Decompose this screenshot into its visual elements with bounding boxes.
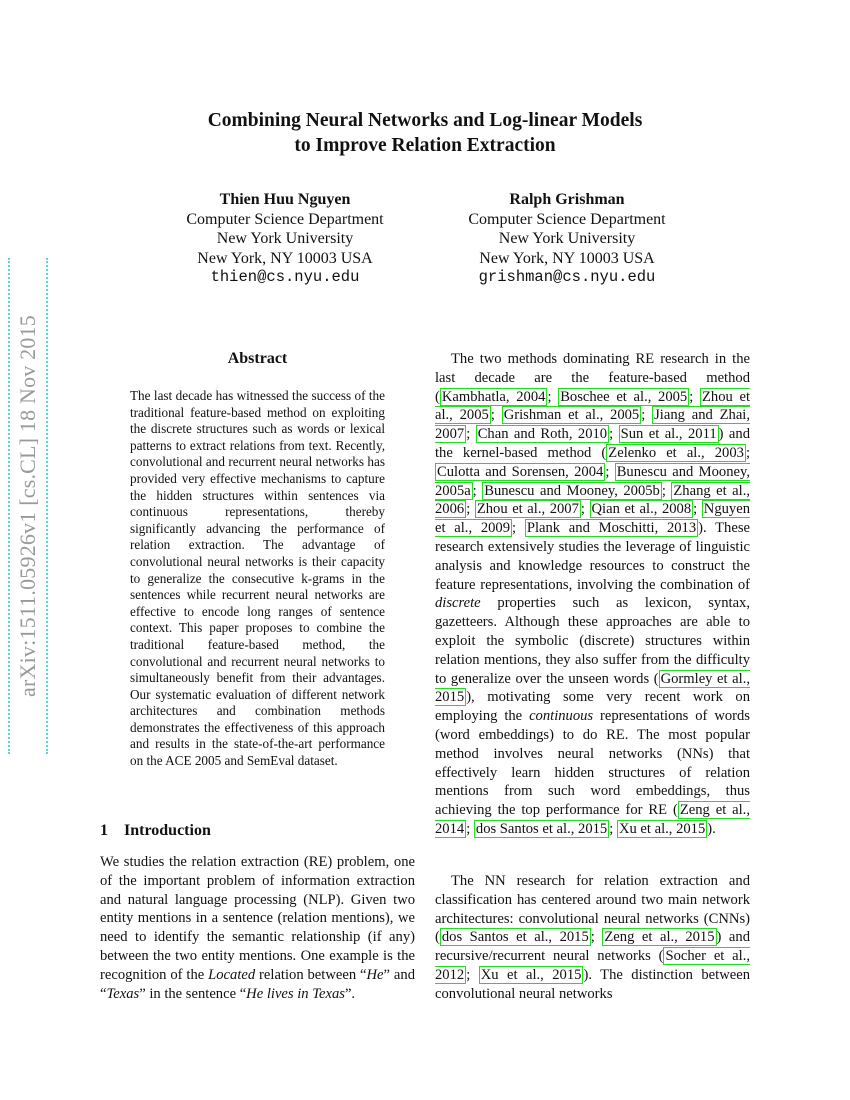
citation-link[interactable]: Boschee et al., 2005 [560,388,688,405]
author-address: New York, NY 10003 USA [197,249,373,267]
citation-link[interactable]: Zelenko et al., 2003 [608,444,744,461]
citation-link[interactable]: Sun et al., 2011 [620,426,717,443]
intro-text: We studies the relation extraction (RE) problem, one of the important problem of information extraction and natural language processing (NLP). Given two entity mentions in a sentence (relation mentions), we need to identify the semantic relationship (if any) between the two entity mentions. One example is the recognition of the [100,854,415,983]
intro-italic-sentence: He lives in Texas [246,985,345,1002]
section-number: 1 [100,822,108,839]
citation-link[interactable]: Grishman et al., 2005 [503,407,640,424]
body-text: representations of words (word embeddings) to do RE. The most popular method involves neural networks (NNs) that effectively learn hidden structures of relation mentions from such word embeddings, thus achieving the top performance for RE ( [435,708,750,819]
intro-text: ” in the sentence “ [139,985,247,1002]
body-text: ) and the kernel-based method ( [435,426,750,461]
intro-italic-he: He [366,966,384,983]
arxiv-stamp [8,258,48,754]
section-title: Introduction [124,822,211,839]
citation-link[interactable]: Chan and Roth, 2010 [477,426,608,443]
citation-link[interactable]: Culotta and Sorensen, 2004 [437,463,604,480]
author-block-1 [165,190,405,288]
author-univ: New York University [498,230,636,247]
body-text: The NN research for relation extraction and classification has centered around two main network architectures: convolutional neural networks (CNNs) ( [435,873,750,946]
arxiv-id: arXiv:1511.05926v1 [cs.CL] 18 Nov 2015 [15,315,40,697]
citation-link[interactable]: Kambhatla, 2004 [441,388,546,405]
section-heading [100,822,211,840]
body-text: ) and recursive/recurrent neural networks ( [435,929,750,965]
body-text: properties such as lexicon, syntax, gazetteers. Although these approaches are able to exploit the symbolic (discrete) structures within relation mentions, they also suffer from the difficulty to generalize over the unseen words ( [435,595,750,687]
citation-link[interactable]: Zeng et al., 2014 [435,802,750,837]
body-text: ), motivating some very recent work on employing the [435,689,750,725]
intro-text: ”. [344,985,356,1002]
citation-link[interactable]: Zeng et al., 2015 [604,929,715,946]
italic-continuous: continuous [529,708,594,725]
author-name: Thien Huu Nguyen [219,191,351,208]
author-dept: Computer Science Department [186,210,384,228]
right-paragraph-2: The NN research for relation extraction and classification has centered around two main network architectures: convolutional neural networks (CNNs) ( dos Santos et al., 2015 ; Zeng et al., 2015 ) and recursive/recurrent neural networks ( Socher et al., 2012 ; Xu et al., 2015 ). The distinction between convolutional neural networks [435,873,751,1002]
citation-link[interactable]: Zhou et al., 2007 [476,501,579,518]
citation-link[interactable]: dos Santos et al., 2015 [475,820,608,837]
author-address: New York, NY 10003 USA [479,249,655,267]
citation-link[interactable]: dos Santos et al., 2015 [441,929,589,946]
intro-italic-located: Located [208,966,256,983]
author-dept: Computer Science Department [468,210,666,228]
italic-discrete: discrete [435,595,481,612]
citation-link[interactable]: Plank and Moschitti, 2013 [526,520,697,537]
author-name: Ralph Grishman [509,191,625,208]
author-email: grishman@cs.nyu.edu [478,268,656,286]
citation-link[interactable]: Nguyen et al., 2009 [435,501,750,537]
intro-text: relation between “ [255,966,367,983]
body-text: ). These research extensively studies the leverage of linguistic analysis and knowledge resources to construct the feature representations, involving the combination of [435,520,750,593]
body-text: The two methods dominating RE research in the last decade are the feature-based method ( [435,351,750,405]
abstract-text: The last decade has witnessed the success of the traditional feature-based method on exploiting the discrete structures such as words or lexical patterns to extract relations from text. Recently, convolutional and recurrent neural networks has provided very effective mechanisms to capture the hidden structures within sentences via continuous representations, thereby significantly advancing the performance of relation extraction. The advantage of convolutional neural networks is their capacity to generalize the consecutive k-grams in the sentences while recurrent neural networks are effective to encode long ranges of sentence context. This paper proposes to combine the traditional feature-based method, the convolutional and recurrent neural networks to simultaneously benefit from their advantages. Our systematic evaluation of different network architectures and combination methods demonstrates the effectiveness of this approach and results in the state-of-the-art performance on the ACE 2005 and SemEval dataset. [130,388,385,769]
citation-link[interactable]: Gormley et al., 2015 [435,670,750,706]
citation-link[interactable]: Socher et al., 2012 [435,948,751,983]
citation-link[interactable]: Zhou et al., 2005 [435,388,751,424]
body-text: ). [707,820,716,837]
paper-title [100,108,750,158]
citation-link[interactable]: Xu et al., 2015 [480,966,582,983]
citation-link[interactable]: Bunescu and Mooney, 2005a [435,463,751,499]
body-text: ). The distinction between convolutional neural networks [435,966,750,1002]
intro-text: ” and “ [100,966,415,1002]
right-paragraph-1: The two methods dominating RE research in the last decade are the feature-based method ( Kambhatla, 2004 ; Boschee et al., 2005 ; Zhou et al., 2005 ; Grishman et al., 2005 ; Jiang and Zhai, 2007 ; Chan and Roth, 2010 ; Sun et al., 2011 ) and the kernel-based method ( Zelenko et al., 2003 ; Culotta and Sorensen, 2004 ; Bunescu and Mooney, 2005a ; Bunescu and Mooney, 2005b ; Zhang et al., 2006 ; Zhou et al., 2007 ; Qian et al., 2008 ; Nguyen et al., 2009 ; Plank and Moschitti, 2013 ). These research extensively studies the leverage of linguistic analysis and knowledge resources to construct the feature representations, involving the combination of discrete properties such as lexicon, syntax, gazetteers. Although these approaches are able to exploit the symbolic (discrete) structures within relation mentions, they also suffer from the difficulty to generalize over the unseen words ( Gormley et al., 2015 ), motivating some very recent work on employing the continuous representations of words (word embeddings) to do RE. The most popular method involves neural networks (NNs) that effectively learn hidden structures of relation mentions from such word embeddings, thus achieving the top performance for RE ( Zeng et al., 2014 ; dos Santos et al., 2015 ; Xu et al., 2015 ). [435,351,751,837]
citation-link[interactable]: Jiang and Zhai, 2007 [435,407,750,443]
author-univ: New York University [216,230,354,247]
title-line-1: Combining Neural Networks and Log-linear Models [207,110,643,131]
author-block-2 [447,190,687,288]
title-line-2: to Improve Relation Extraction [294,135,556,156]
abstract-heading: Abstract [227,350,288,367]
intro-italic-texas: Texas [106,985,140,1002]
citation-link[interactable]: Xu et al., 2015 [618,820,706,837]
author-email: thien@cs.nyu.edu [210,268,360,286]
intro-paragraph [100,853,415,1003]
citation-link[interactable]: Zhang et al., 2006 [435,482,751,518]
citation-link[interactable]: Qian et al., 2008 [591,501,692,518]
citation-link[interactable]: Bunescu and Mooney, 2005b [484,482,660,499]
